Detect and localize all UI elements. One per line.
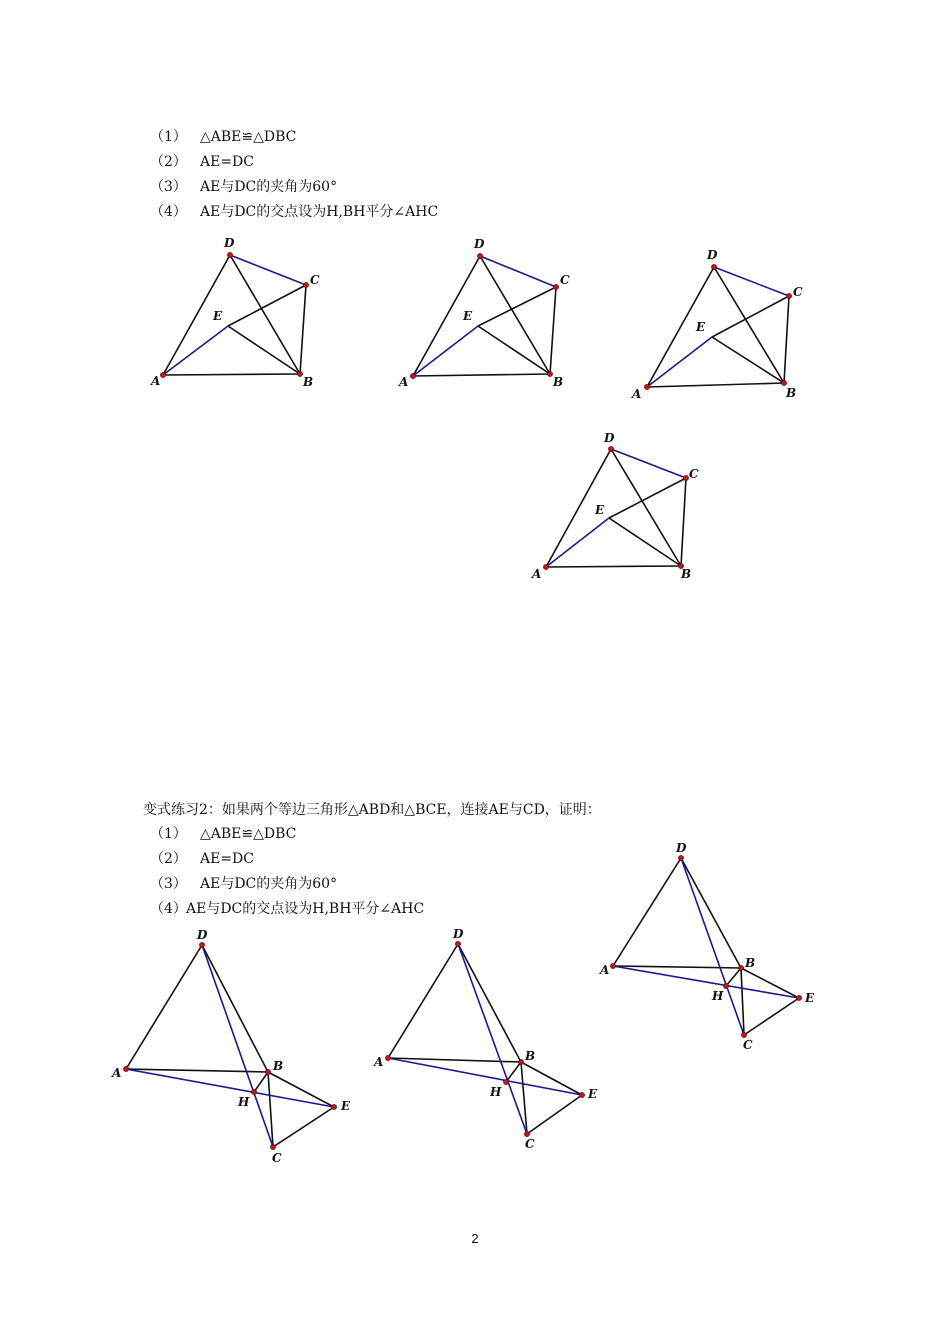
segment-ab: [613, 966, 741, 968]
point-d: [455, 941, 460, 946]
label-h: H: [712, 989, 724, 1003]
label-a: A: [532, 567, 542, 581]
point-d: [678, 855, 683, 860]
item-text: AE与DC的交点设为H,BH平分∠AHC: [200, 204, 439, 220]
label-a: A: [112, 1066, 122, 1080]
point-h: [251, 1089, 256, 1094]
figure-7: [373, 927, 598, 1151]
label-a: A: [632, 387, 642, 401]
item-text: AE=DC: [200, 154, 254, 170]
segment-hb: [726, 968, 741, 986]
label-d: D: [474, 237, 485, 251]
label-e: E: [588, 1087, 598, 1101]
segment-ae: [613, 966, 799, 998]
segment-hb: [254, 1072, 268, 1092]
label-e: E: [595, 503, 605, 517]
label-d: D: [676, 841, 687, 855]
segment-db: [458, 944, 521, 1062]
point-h: [503, 1079, 508, 1084]
label-e: E: [341, 1099, 351, 1113]
point-c: [741, 1032, 746, 1037]
segment-ae: [126, 1069, 334, 1107]
item-text: △ABE≌△DBC: [200, 129, 297, 145]
label-c: C: [793, 285, 803, 299]
point-b: [265, 1069, 270, 1074]
label-c: C: [560, 273, 570, 287]
segment-ce: [273, 1107, 334, 1147]
point-a: [610, 963, 615, 968]
point-h: [723, 983, 728, 988]
point-e: [579, 1092, 584, 1097]
label-b: B: [303, 375, 314, 389]
label-c: C: [525, 1137, 535, 1151]
label-b: B: [745, 956, 756, 970]
label-e: E: [696, 320, 706, 334]
item-number: （3）: [150, 876, 187, 892]
segment-dc: [458, 944, 527, 1134]
item-text: AE=DC: [200, 851, 254, 867]
point-e: [796, 995, 801, 1000]
label-d: D: [224, 236, 235, 250]
label-b: B: [525, 1049, 536, 1063]
point-a: [385, 1055, 390, 1060]
label-a: A: [374, 1055, 384, 1069]
segment-be: [521, 1062, 582, 1095]
point-e: [331, 1104, 336, 1109]
segment-ad: [388, 944, 458, 1058]
label-b: B: [786, 386, 797, 400]
segment-ce: [744, 998, 799, 1035]
item-text: AE与DC的夹角为60°: [200, 179, 338, 195]
segment-ad: [126, 945, 202, 1069]
part2-heading: 变式练习2：如果两个等边三角形△ABD和△BCE，连接AE与CD，证明：: [143, 802, 601, 818]
label-e: E: [805, 991, 815, 1005]
label-c: C: [689, 467, 699, 481]
label-a: A: [151, 374, 161, 388]
item-number: （4）: [150, 901, 187, 917]
label-d: D: [197, 928, 208, 942]
label-b: B: [273, 1059, 284, 1073]
item-text: AE与DC的交点设为H,BH平分∠AHC: [186, 901, 425, 917]
segment-ae: [388, 1058, 582, 1095]
point-b: [738, 965, 743, 970]
point-a: [123, 1066, 128, 1071]
segment-dc: [681, 858, 744, 1035]
label-a: A: [399, 375, 409, 389]
label-e: E: [213, 309, 223, 323]
label-d: D: [604, 431, 615, 445]
label-a: A: [600, 963, 610, 977]
label-e: E: [463, 309, 473, 323]
point-c: [270, 1144, 275, 1149]
segment-bc: [741, 968, 744, 1035]
segment-dc: [202, 945, 273, 1147]
label-d: D: [453, 927, 464, 941]
label-b: B: [553, 375, 564, 389]
point-c: [524, 1131, 529, 1136]
segment-db: [202, 945, 268, 1072]
item-number: （1）: [150, 129, 187, 145]
item-text: △ABE≌△DBC: [200, 826, 297, 842]
label-c: C: [310, 273, 320, 287]
label-c: C: [743, 1038, 753, 1052]
segment-hb: [506, 1062, 521, 1082]
segment-bc: [521, 1062, 527, 1134]
item-number: （4）: [150, 204, 187, 220]
point-b: [518, 1059, 523, 1064]
point-d: [199, 942, 204, 947]
label-h: H: [238, 1095, 250, 1109]
item-text: AE与DC的夹角为60°: [200, 876, 338, 892]
item-number: （2）: [150, 851, 187, 867]
segment-db: [681, 858, 741, 968]
label-h: H: [490, 1085, 502, 1099]
figure-6: [111, 928, 351, 1165]
segment-ad: [613, 858, 681, 966]
segment-ce: [527, 1095, 582, 1134]
item-number: （1）: [150, 826, 187, 842]
label-d: D: [707, 248, 718, 262]
figure-5: [599, 841, 815, 1052]
label-c: C: [272, 1151, 282, 1165]
page-number: 2: [471, 1231, 479, 1246]
item-number: （3）: [150, 179, 187, 195]
label-b: B: [681, 567, 692, 581]
item-number: （2）: [150, 154, 187, 170]
